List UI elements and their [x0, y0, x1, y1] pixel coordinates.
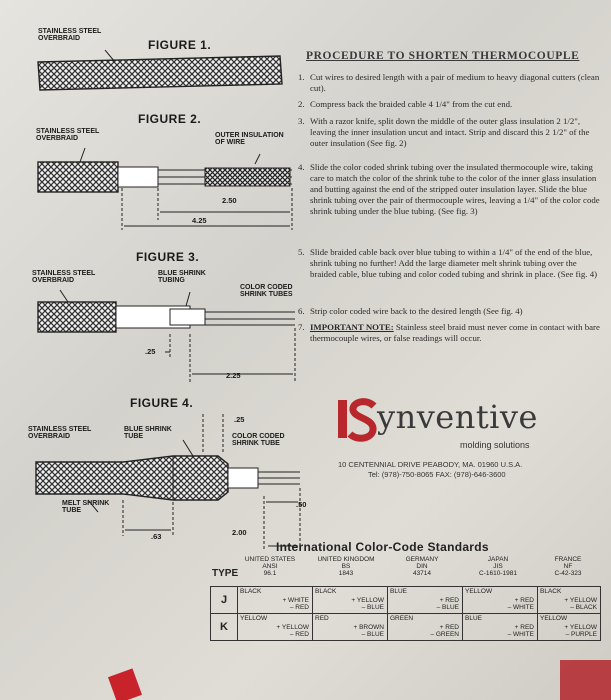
type-cell: K [211, 614, 238, 641]
procedure-step: 6. Strip color coded wire back to the desired length (See fig. 4) [298, 306, 523, 316]
fig1-overbraid-label: STAINLESS STEEL OVERBRAID [38, 28, 102, 42]
fig3-blue-shrink-label: BLUE SHRINK TUBING [158, 270, 206, 284]
color-cell: BLUE + RED – WHITE [463, 614, 538, 641]
figure2-drawing [30, 140, 300, 235]
fig4-dim-b: .50 [296, 500, 307, 509]
fig4-color-coded-label: COLOR CODED SHRINK TUBE [232, 433, 285, 447]
procedure-step: 7. IMPORTANT NOTE: Stainless steel braid must never come in contact with bare thermocouple wires, or false readings will occur. [298, 322, 600, 343]
procedure-step: 2. Compress back the braided cable 4 1/4" from the cut end. [298, 99, 513, 109]
table-row [211, 614, 601, 641]
type-header: TYPE [212, 568, 239, 579]
color-cell: BLACK + YELLOW – BLACK [538, 587, 601, 614]
fig4-melt-shrink-label: MELT SHRINK TUBE [62, 500, 110, 514]
header-japan: JAPAN JIS C-1610-1981 [479, 556, 517, 577]
fig4-dim-c: .63 [151, 532, 162, 541]
color-cell: BLACK + WHITE – RED [238, 587, 313, 614]
figure1-drawing [30, 50, 290, 100]
header-us: UNITED STATES ANSI 96.1 [244, 556, 296, 577]
important-note-label: IMPORTANT NOTE: [310, 322, 394, 332]
color-code-title: International Color-Code Standards [276, 540, 489, 554]
synventive-logo-mark [336, 396, 378, 442]
fig4-dim-d: 2.00 [232, 528, 247, 537]
fig4-overbraid-label: STAINLESS STEEL OVERBRAID [28, 426, 92, 440]
table-row [211, 587, 601, 614]
type-cell: J [211, 587, 238, 614]
header-germany: GERMANY DIN 43714 [405, 556, 439, 577]
figure3-drawing [30, 284, 305, 384]
figure2-title: FIGURE 2. [138, 112, 202, 126]
header-france: FRANCE NF C-42-323 [554, 556, 582, 577]
figure4-drawing [28, 412, 308, 552]
red-tag-mark [108, 668, 142, 700]
company-phone: Tel: (978)-750-8065 FAX: (978)-646-3600 [368, 470, 506, 479]
color-cell: GREEN + RED – GREEN [388, 614, 463, 641]
procedure-step: 4. Slide the color coded shrink tubing over the insulated thermocouple wire, taking care to match the color of the shrink tube to the color of the inner glass insulation and butting against the end of the stripped outer insulation layer. Slide the blue shrink tubing over the pair of thermocouple wires, leaving a 1/4" of the color code shrink tubing under the blue tubing. (See fig. 3) [298, 162, 600, 216]
color-cell: BLUE + RED – BLUE [388, 587, 463, 614]
fig4-blue-shrink-label: BLUE SHRINK TUBE [124, 426, 172, 440]
color-cell: YELLOW + RED – WHITE [463, 587, 538, 614]
fig3-dim-a: .25 [145, 347, 156, 356]
procedure-title: PROCEDURE TO SHORTEN THERMOCOUPLE [306, 50, 580, 62]
red-corner-mark [560, 660, 611, 700]
fig2-dim-a: 2.50 [222, 196, 237, 205]
color-code-table [210, 586, 601, 641]
company-address: 10 CENTENNIAL DRIVE PEABODY, MA. 01960 U.S.A. [338, 460, 523, 469]
procedure-step: 3. With a razor knife, split down the middle of the outer glass insulation 2 1/2", leaving the inner insulation uncut and intact. Strip and discard this 2 1/2" of the outer insulation (See fig. 2) [298, 116, 590, 148]
company-name: ynventive [377, 398, 538, 436]
header-uk: UNITED KINGDOM BS 1843 [317, 556, 375, 577]
color-cell: RED + BROWN – BLUE [313, 614, 388, 641]
fig2-outer-insulation-label: OUTER INSULATION OF WIRE [215, 132, 284, 146]
fig2-dim-b: 4.25 [192, 216, 207, 225]
figure4-title: FIGURE 4. [130, 396, 194, 410]
company-subtitle: molding solutions [460, 440, 530, 450]
fig2-overbraid-label: STAINLESS STEEL OVERBRAID [36, 128, 100, 142]
color-cell: YELLOW + YELLOW – PURPLE [538, 614, 601, 641]
fig3-color-coded-label: COLOR CODED SHRINK TUBES [240, 284, 293, 298]
figure3-title: FIGURE 3. [136, 250, 200, 264]
fig3-overbraid-label: STAINLESS STEEL OVERBRAID [32, 270, 96, 284]
procedure-step: 5. Slide braided cable back over blue tubing to within a 1/4" of the end of the blue, shrink tubing no further! Add the large diameter melt shrink tubing over the braided cable, blue tubing and color coded tubing and shrink in place. (See fig. 4) [298, 247, 598, 279]
procedure-step: 1. Cut wires to desired length with a pair of medium to heavy diagonal cutters (clean cut). [298, 72, 600, 93]
fig3-dim-b: 2.25 [226, 371, 241, 380]
color-cell: BLACK + YELLOW – BLUE [313, 587, 388, 614]
figure1-title: FIGURE 1. [148, 38, 212, 52]
color-cell: YELLOW + YELLOW – RED [238, 614, 313, 641]
fig4-dim-a: .25 [234, 415, 245, 424]
